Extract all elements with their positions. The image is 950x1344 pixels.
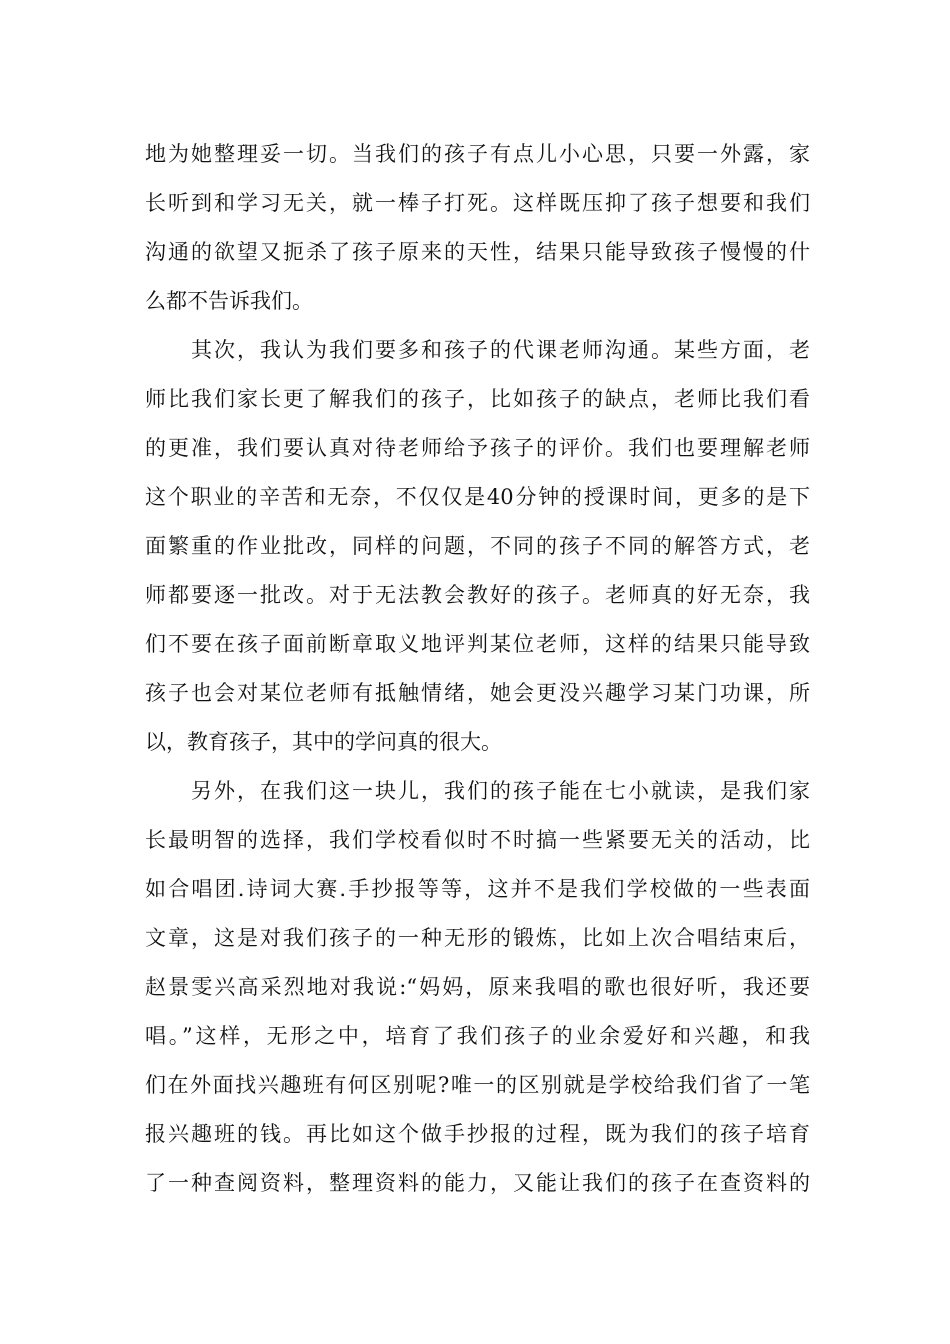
text-line: 孩子也会对某位老师有抵触情绪，她会更没兴趣学习某门功课，所 (145, 681, 810, 705)
text-line: 的更准，我们要认真对待老师给予孩子的评价。我们也要理解老师 (145, 436, 810, 460)
paragraph-1 (145, 130, 810, 326)
text-line: 么都不告诉我们。 (145, 289, 313, 313)
text-line: 了一种查阅资料，整理资料的能力，又能让我们的孩子在查资料的 (145, 1171, 810, 1195)
text-line: 这个职业的辛苦和无奈，不仅仅是40分钟的授课时间，更多的是下 (145, 485, 810, 509)
text-line: 沟通的欲望又扼杀了孩子原来的天性，结果只能导致孩子慢慢的什 (145, 240, 810, 264)
text-line: 如合唱团.诗词大赛.手抄报等等，这并不是我们学校做的一些表面 (145, 877, 810, 901)
text-line: 另外，在我们这一块儿，我们的孩子能在七小就读，是我们家 (191, 779, 810, 803)
text-line: 面繁重的作业批改，同样的问题，不同的孩子不同的解答方式，老 (145, 534, 810, 558)
text-line: 报兴趣班的钱。再比如这个做手抄报的过程，既为我们的孩子培育 (145, 1122, 810, 1146)
text-line: 以，教育孩子，其中的学问真的很大。 (145, 730, 502, 754)
text-line: 师比我们家长更了解我们的孩子，比如孩子的缺点，老师比我们看 (145, 387, 810, 411)
paragraph-2 (145, 326, 810, 767)
text-line: 地为她整理妥一切。当我们的孩子有点儿小心思，只要一外露，家 (145, 142, 810, 166)
text-line: 唱。”这样，无形之中，培育了我们孩子的业余爱好和兴趣，和我 (145, 1024, 810, 1048)
text-line: 们在外面找兴趣班有何区别呢?唯一的区别就是学校给我们省了一笔 (145, 1073, 810, 1097)
text-line: 师都要逐一批改。对于无法教会教好的孩子。老师真的好无奈，我 (145, 583, 810, 607)
text-line: 长最明智的选择，我们学校看似时不时搞一些紧要无关的活动，比 (145, 828, 810, 852)
text-line: 文章，这是对我们孩子的一种无形的锻炼，比如上次合唱结束后， (145, 926, 810, 950)
text-line: 其次，我认为我们要多和孩子的代课老师沟通。某些方面，老 (191, 338, 810, 362)
paragraph-3 (145, 767, 810, 1208)
text-line: 长听到和学习无关，就一棒子打死。这样既压抑了孩子想要和我们 (145, 191, 810, 215)
document-body (145, 130, 810, 1208)
text-line: 们不要在孩子面前断章取义地评判某位老师，这样的结果只能导致 (145, 632, 810, 656)
text-line: 赵景雯兴高采烈地对我说:“妈妈，原来我唱的歌也很好听，我还要 (145, 975, 810, 999)
